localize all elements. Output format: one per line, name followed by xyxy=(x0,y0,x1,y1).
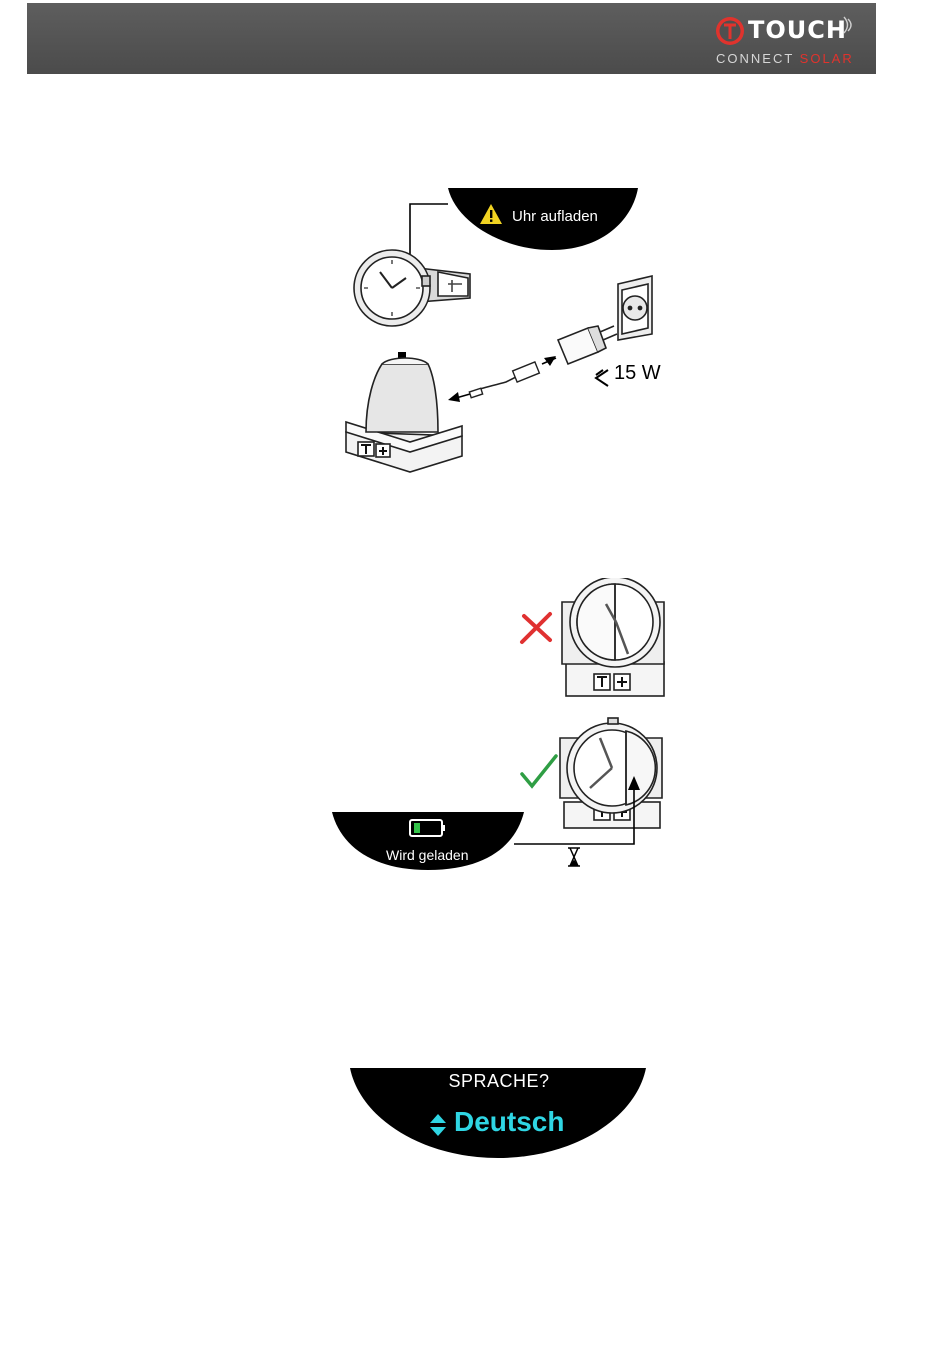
charging-text: Wird geladen xyxy=(386,847,469,863)
language-question: SPRACHE? xyxy=(448,1071,550,1091)
brand-name: TOUCH xyxy=(748,16,847,44)
brand-solar: SOLAR xyxy=(799,51,854,66)
red-cross-icon xyxy=(522,614,550,642)
charging-dock xyxy=(346,358,462,472)
brand-subtitle xyxy=(716,51,854,66)
header-bar xyxy=(27,3,876,74)
placement-illustration xyxy=(330,578,670,878)
brand-logo xyxy=(714,13,864,69)
watch-drawing xyxy=(354,250,470,326)
power-rating-icon xyxy=(596,370,608,386)
watch-wrong-orientation xyxy=(562,578,664,696)
watch-correct-orientation xyxy=(560,718,662,828)
language-value[interactable]: Deutsch xyxy=(454,1106,565,1137)
warning-text: Uhr aufladen xyxy=(512,208,598,225)
hourglass-icon xyxy=(568,848,580,866)
usb-adapter xyxy=(558,326,617,364)
power-label: 15 W xyxy=(614,362,661,384)
green-check-icon xyxy=(522,756,556,786)
signal-icon xyxy=(842,15,856,35)
charging-illustration xyxy=(330,180,670,480)
brand-connect: CONNECT xyxy=(716,51,795,66)
wall-socket xyxy=(618,276,652,340)
